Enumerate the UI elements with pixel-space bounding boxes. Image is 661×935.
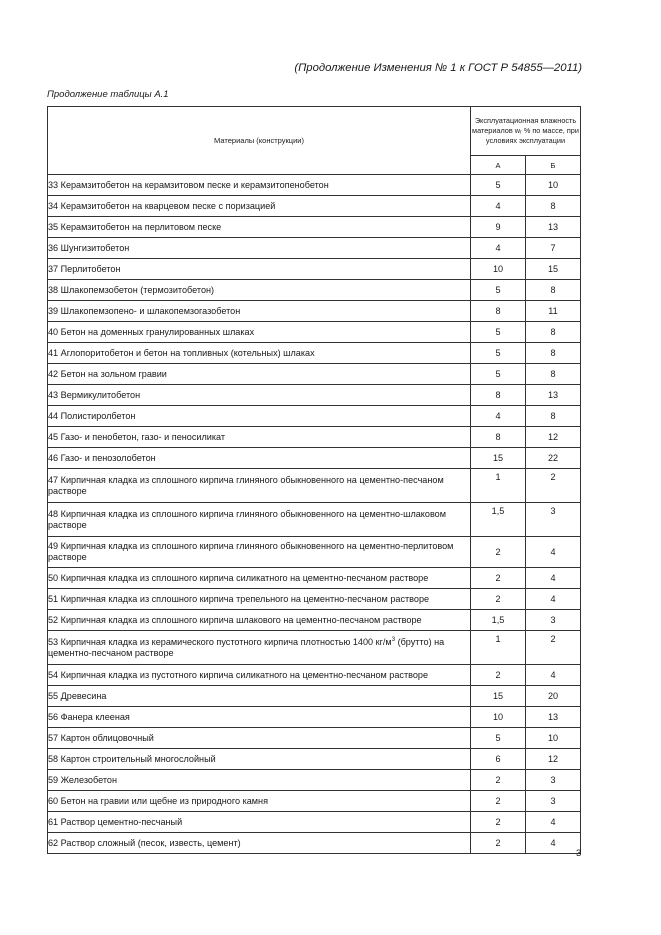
value-b: 3 bbox=[526, 503, 581, 537]
value-a: 5 bbox=[471, 322, 526, 343]
table-row bbox=[48, 175, 581, 196]
value-b: 8 bbox=[526, 196, 581, 217]
table-row bbox=[48, 448, 581, 469]
value-a: 9 bbox=[471, 217, 526, 238]
material-name: 62 Раствор сложный (песок, известь, цемент) bbox=[48, 833, 471, 854]
table-row bbox=[48, 833, 581, 854]
value-a: 2 bbox=[471, 833, 526, 854]
material-name: 44 Полистиролбетон bbox=[48, 406, 471, 427]
material-name: 35 Керамзитобетон на перлитовом песке bbox=[48, 217, 471, 238]
value-a: 2 bbox=[471, 791, 526, 812]
value-b: 2 bbox=[526, 631, 581, 665]
material-name: 37 Перлитобетон bbox=[48, 259, 471, 280]
table-row bbox=[48, 537, 581, 568]
material-name: 56 Фанера клееная bbox=[48, 707, 471, 728]
table-row bbox=[48, 707, 581, 728]
value-b: 10 bbox=[526, 728, 581, 749]
value-b: 13 bbox=[526, 217, 581, 238]
value-a: 2 bbox=[471, 812, 526, 833]
table-row bbox=[48, 812, 581, 833]
material-name bbox=[48, 631, 471, 665]
column-header-condition-b: Б bbox=[526, 156, 581, 175]
table-row bbox=[48, 503, 581, 537]
material-name: 45 Газо- и пенобетон, газо- и пеносиликат bbox=[48, 427, 471, 448]
value-b: 4 bbox=[526, 833, 581, 854]
material-name: 36 Шунгизитобетон bbox=[48, 238, 471, 259]
value-b: 8 bbox=[526, 364, 581, 385]
page-number: 3 bbox=[576, 848, 582, 859]
material-name: 33 Керамзитобетон на керамзитовом песке и керамзитопенобетон bbox=[48, 175, 471, 196]
value-b: 8 bbox=[526, 322, 581, 343]
page-header-continuation: (Продолжение Изменения № 1 к ГОСТ Р 54855—2011) bbox=[294, 62, 582, 74]
value-b: 12 bbox=[526, 749, 581, 770]
value-b: 4 bbox=[526, 537, 581, 568]
value-a: 8 bbox=[471, 427, 526, 448]
table-row bbox=[48, 728, 581, 749]
table-row bbox=[48, 749, 581, 770]
value-a: 2 bbox=[471, 537, 526, 568]
value-a: 5 bbox=[471, 175, 526, 196]
value-a: 10 bbox=[471, 259, 526, 280]
table-row bbox=[48, 686, 581, 707]
value-b: 2 bbox=[526, 469, 581, 503]
value-a: 8 bbox=[471, 385, 526, 406]
table-row bbox=[48, 196, 581, 217]
table-row bbox=[48, 665, 581, 686]
value-a: 10 bbox=[471, 707, 526, 728]
value-a: 1,5 bbox=[471, 503, 526, 537]
value-b: 3 bbox=[526, 791, 581, 812]
material-name-part: 53 Кирпичная кладка из керамического пустотного кирпича плотностью 1400 кг/м bbox=[48, 636, 392, 647]
material-name: 34 Керамзитобетон на кварцевом песке с поризацией bbox=[48, 196, 471, 217]
value-a: 6 bbox=[471, 749, 526, 770]
value-a: 4 bbox=[471, 406, 526, 427]
table-row bbox=[48, 322, 581, 343]
table-row bbox=[48, 791, 581, 812]
table-row bbox=[48, 770, 581, 791]
value-b: 8 bbox=[526, 343, 581, 364]
value-a: 1 bbox=[471, 631, 526, 665]
material-name: 47 Кирпичная кладка из сплошного кирпича глиняного обыкновенного на цементно-песчаном растворе bbox=[48, 469, 471, 503]
material-name: 41 Аглопоритобетон и бетон на топливных (котельных) шлаках bbox=[48, 343, 471, 364]
value-b: 11 bbox=[526, 301, 581, 322]
table-row bbox=[48, 406, 581, 427]
value-b: 7 bbox=[526, 238, 581, 259]
material-name: 42 Бетон на зольном гравии bbox=[48, 364, 471, 385]
material-name: 46 Газо- и пенозолобетон bbox=[48, 448, 471, 469]
table-row bbox=[48, 631, 581, 665]
value-b: 10 bbox=[526, 175, 581, 196]
value-a: 4 bbox=[471, 238, 526, 259]
value-b: 12 bbox=[526, 427, 581, 448]
value-b: 15 bbox=[526, 259, 581, 280]
material-name: 54 Кирпичная кладка из пустотного кирпича силикатного на цементно-песчаном растворе bbox=[48, 665, 471, 686]
table-row bbox=[48, 364, 581, 385]
column-header-materials: Материалы (конструкции) bbox=[48, 107, 471, 175]
value-a: 1,5 bbox=[471, 610, 526, 631]
value-b: 4 bbox=[526, 665, 581, 686]
table-row bbox=[48, 259, 581, 280]
value-a: 8 bbox=[471, 301, 526, 322]
table-row bbox=[48, 469, 581, 503]
material-name: 43 Вермикулитобетон bbox=[48, 385, 471, 406]
material-name: 48 Кирпичная кладка из сплошного кирпича глиняного обыкновенного на цементно-шлаковом растворе bbox=[48, 503, 471, 537]
value-a: 5 bbox=[471, 364, 526, 385]
material-name: 51 Кирпичная кладка из сплошного кирпича трепельного на цементно-песчаном растворе bbox=[48, 589, 471, 610]
material-name: 38 Шлакопемзобетон (термозитобетон) bbox=[48, 280, 471, 301]
value-b: 4 bbox=[526, 568, 581, 589]
material-name: 39 Шлакопемзопено- и шлакопемзогазобетон bbox=[48, 301, 471, 322]
value-b: 4 bbox=[526, 812, 581, 833]
material-name: 57 Картон облицовочный bbox=[48, 728, 471, 749]
value-a: 1 bbox=[471, 469, 526, 503]
humidity-table bbox=[47, 106, 581, 854]
value-b: 22 bbox=[526, 448, 581, 469]
table-row bbox=[48, 238, 581, 259]
value-a: 2 bbox=[471, 589, 526, 610]
table-row bbox=[48, 385, 581, 406]
value-b: 8 bbox=[526, 280, 581, 301]
table-row bbox=[48, 343, 581, 364]
material-name: 61 Раствор цементно-песчаный bbox=[48, 812, 471, 833]
table-row bbox=[48, 217, 581, 238]
value-a: 4 bbox=[471, 196, 526, 217]
table-row bbox=[48, 301, 581, 322]
material-name: 55 Древесина bbox=[48, 686, 471, 707]
value-a: 15 bbox=[471, 686, 526, 707]
value-a: 2 bbox=[471, 770, 526, 791]
value-b: 8 bbox=[526, 406, 581, 427]
table-row bbox=[48, 568, 581, 589]
value-a: 5 bbox=[471, 343, 526, 364]
table-row bbox=[48, 610, 581, 631]
value-a: 15 bbox=[471, 448, 526, 469]
value-a: 2 bbox=[471, 568, 526, 589]
value-b: 13 bbox=[526, 385, 581, 406]
value-b: 3 bbox=[526, 770, 581, 791]
value-b: 4 bbox=[526, 589, 581, 610]
material-name: 49 Кирпичная кладка из сплошного кирпича глиняного обыкновенного на цементно-перлитовом растворе bbox=[48, 537, 471, 568]
table-row bbox=[48, 427, 581, 448]
value-b: 3 bbox=[526, 610, 581, 631]
value-b: 20 bbox=[526, 686, 581, 707]
table-caption: Продолжение таблицы А.1 bbox=[47, 89, 169, 100]
table-row bbox=[48, 280, 581, 301]
material-name: 59 Железобетон bbox=[48, 770, 471, 791]
table-row bbox=[48, 589, 581, 610]
value-a: 2 bbox=[471, 665, 526, 686]
value-a: 5 bbox=[471, 280, 526, 301]
material-name: 60 Бетон на гравии или щебне из природного камня bbox=[48, 791, 471, 812]
material-name: 50 Кирпичная кладка из сплошного кирпича силикатного на цементно-песчаном растворе bbox=[48, 568, 471, 589]
material-name-part: (брутто) на цементно-песчаном растворе bbox=[48, 636, 445, 658]
value-b: 13 bbox=[526, 707, 581, 728]
value-a: 5 bbox=[471, 728, 526, 749]
column-header-condition-a: А bbox=[471, 156, 526, 175]
material-name: 58 Картон строительный многослойный bbox=[48, 749, 471, 770]
material-name: 40 Бетон на доменных гранулированных шлаках bbox=[48, 322, 471, 343]
column-header-humidity: Эксплуатационная влажность материалов wᵣ % по массе, при условиях эксплуатации bbox=[471, 107, 581, 156]
superscript: 3 bbox=[391, 636, 396, 643]
material-name: 52 Кирпичная кладка из сплошного кирпича шлакового на цементно-песчаном растворе bbox=[48, 610, 471, 631]
